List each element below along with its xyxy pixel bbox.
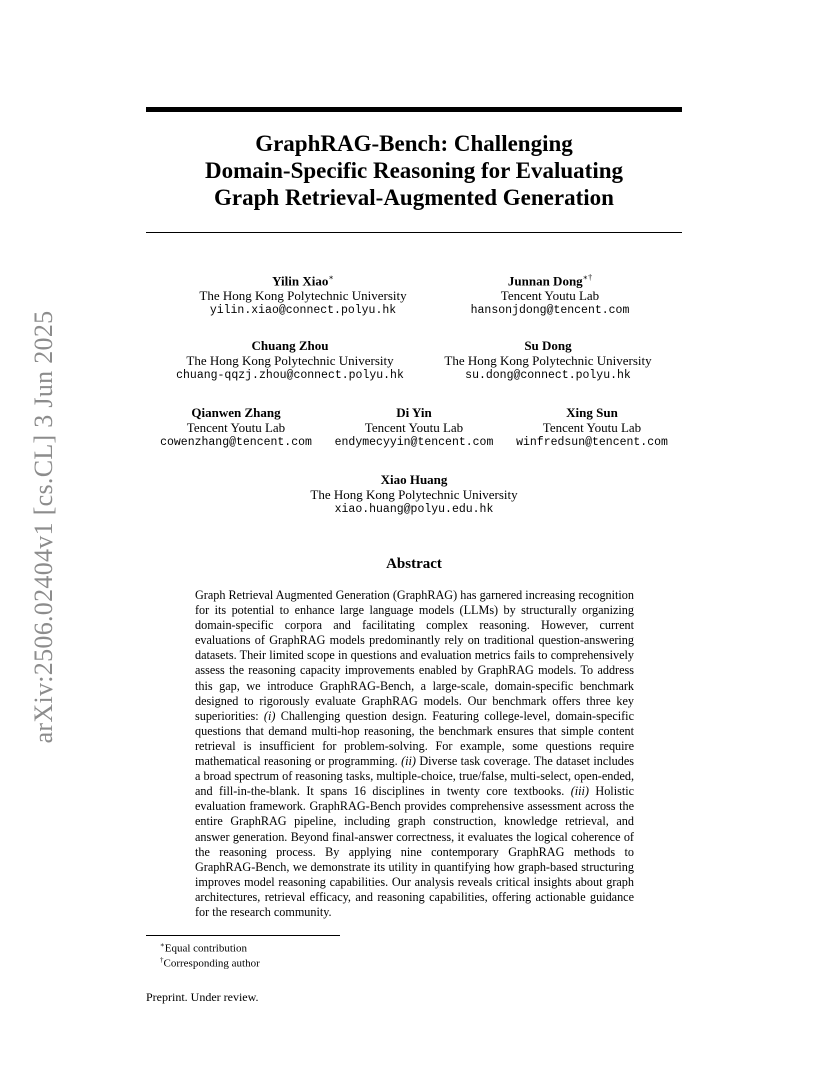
author-name: Qianwen Zhang bbox=[191, 405, 281, 420]
title-bottom-rule bbox=[146, 232, 682, 233]
author-name: Chuang Zhou bbox=[251, 338, 329, 353]
author-affiliation: Tencent Youtu Lab bbox=[542, 420, 642, 435]
enum-marker: (i) bbox=[263, 708, 276, 723]
author-affiliation: Tencent Youtu Lab bbox=[186, 420, 286, 435]
enum-marker: (ii) bbox=[401, 754, 416, 769]
footnote-text: Corresponding author bbox=[163, 957, 260, 970]
author-block bbox=[471, 270, 630, 318]
author-affiliation: The Hong Kong Polytechnic University bbox=[186, 353, 394, 368]
abstract-text: Challenging question design. Featuring college-level, domain-specific questions that demand multi-hop reasoning, the benchmark ensures that simple content retrieval is insufficient for problem-solving. For example, some questions require mathematical reasoning or programming. bbox=[195, 708, 634, 769]
author-email: cowenzhang@tencent.com bbox=[160, 436, 312, 449]
author-email: yilin.xiao@connect.polyu.hk bbox=[209, 304, 397, 318]
author-name: Yilin Xiao bbox=[272, 273, 329, 289]
author-email: chuang-qqzj.zhou@connect.polyu.hk bbox=[176, 369, 404, 382]
author-block bbox=[516, 405, 668, 450]
author-name: Xiao Huang bbox=[380, 472, 448, 487]
abstract-text: Diverse task coverage. The dataset includes a broad spectrum of reasoning tasks, multiple-choice, true/false, multi-select, open-ended, and fill-in-the-blank. It spans 16 disciplines in twenty core textbooks. bbox=[195, 754, 634, 799]
author-block bbox=[444, 338, 651, 383]
footnote-text: Equal contribution bbox=[164, 942, 247, 955]
footnote bbox=[160, 954, 260, 971]
author-name: Di Yin bbox=[396, 405, 432, 420]
footnote-rule bbox=[146, 935, 340, 936]
title-top-rule bbox=[146, 107, 682, 112]
author-affiliation: The Hong Kong Polytechnic University bbox=[444, 353, 652, 368]
author-email: hansonjdong@tencent.com bbox=[470, 304, 630, 318]
footnote-mark: † bbox=[160, 956, 164, 964]
author-mark: ∗ bbox=[328, 273, 334, 282]
paper-title bbox=[146, 130, 682, 211]
author-name: Xing Sun bbox=[566, 405, 618, 420]
author-affiliation: The Hong Kong Polytechnic University bbox=[199, 288, 407, 304]
arxiv-identifier: arXiv:2506.02404v1 [cs.CL] 3 Jun 2025 bbox=[29, 310, 58, 744]
abstract-body bbox=[195, 588, 634, 920]
author-email: winfredsun@tencent.com bbox=[516, 436, 668, 449]
author-name: Junnan Dong bbox=[507, 273, 583, 289]
title-line-2: Domain-Specific Reasoning for Evaluating bbox=[204, 158, 624, 183]
author-affiliation: Tencent Youtu Lab bbox=[500, 288, 600, 304]
author-affiliation: The Hong Kong Polytechnic University bbox=[310, 487, 518, 502]
author-block bbox=[199, 270, 406, 318]
author-name: Su Dong bbox=[524, 338, 572, 353]
author-block bbox=[335, 405, 494, 450]
title-line-3: Graph Retrieval-Augmented Generation bbox=[214, 185, 614, 210]
abstract-heading: Abstract bbox=[386, 556, 442, 572]
title-line-1: GraphRAG-Bench: Challenging bbox=[255, 131, 573, 156]
author-affiliation: Tencent Youtu Lab bbox=[364, 420, 464, 435]
author-block bbox=[176, 338, 404, 383]
author-block bbox=[160, 405, 312, 450]
enum-marker: (iii) bbox=[570, 784, 589, 799]
abstract-text: Holistic evaluation framework. GraphRAG-Bench provides comprehensive assessment across the entire GraphRAG pipeline, including graph construction, knowledge retrieval, and answer generation. Beyond final-answer correctness, it evaluates the logical coherence of the reasoning process. By applying nine contemporary GraphRAG methods to GraphRAG-Bench, we demonstrate its utility in quantifying how graph-based structuring improves model reasoning capabilities. Our analysis reveals critical insights about graph architectures, retrieval efficacy, and reasoning capabilities, offering actionable guidance for the research community. bbox=[195, 784, 635, 919]
author-email: xiao.huang@polyu.edu.hk bbox=[334, 503, 494, 516]
author-email: su.dong@connect.polyu.hk bbox=[465, 369, 631, 382]
preprint-note: Preprint. Under review. bbox=[146, 990, 259, 1004]
author-block bbox=[310, 472, 517, 517]
author-email: endymecyyin@tencent.com bbox=[334, 436, 494, 449]
footnote-mark: ∗ bbox=[160, 941, 165, 949]
author-mark: ∗† bbox=[582, 273, 593, 282]
abstract-text: Graph Retrieval Augmented Generation (GraphRAG) has garnered increasing recognition for its potential to enhance large language models (LLMs) by structurally organizing domain-specific corpora and facilitating complex reasoning. However, current evaluations of GraphRAG models predominantly rely on traditional question-answering datasets. Their limited scope in questions and evaluation metrics fails to comprehensively assess the reasoning capacity improvements enabled by GraphRAG models. To address this gap, we introduce GraphRAG-Bench, a large-scale, domain-specific benchmark designed to rigorously evaluate GraphRAG models. Our benchmark offers three key superiorities: bbox=[195, 588, 634, 723]
